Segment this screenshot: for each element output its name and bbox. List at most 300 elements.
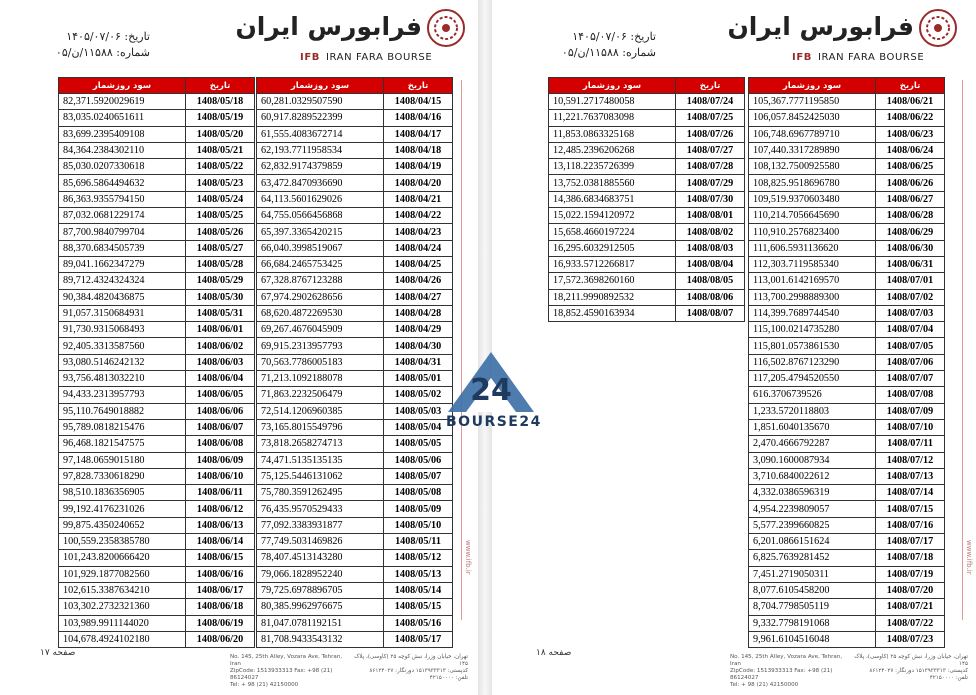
daily-profit-cell: 15,022.1594120972 [549,208,676,224]
daily-profit-cell: 113,001.6142169570 [749,273,876,289]
daily-profit-cell: 84,364.2384302110 [59,142,186,158]
date-cell: 1408/06/19 [186,615,255,631]
date-cell: 1408/05/18 [186,94,255,110]
table-row [549,256,745,272]
table-row [257,126,453,142]
date-cell: 1408/06/20 [186,631,255,647]
daily-profit-cell: 81,708.9433543132 [257,631,384,647]
daily-profit-cell: 94,433.2313957793 [59,387,186,403]
date-cell: 1408/07/17 [876,534,945,550]
daily-profit-cell: 78,407.4513143280 [257,550,384,566]
date-cell: 1408/05/08 [384,485,453,501]
table-row [59,240,255,256]
table-row [257,94,453,110]
daily-profit-cell: 82,371.5920029619 [59,94,186,110]
table-row [257,419,453,435]
daily-profit-cell: 73,165.8015549796 [257,419,384,435]
date-cell: 1408/06/22 [876,110,945,126]
date-cell: 1408/05/25 [186,208,255,224]
table-row [257,322,453,338]
table-row [59,452,255,468]
letter-date: تاریخ: ۱۴۰۵/۰۷/۰۶ [572,30,656,43]
table-row [59,126,255,142]
daily-profit-cell: 67,328.8767123288 [257,273,384,289]
table-row [549,159,745,175]
date-cell: 1408/04/15 [384,94,453,110]
date-cell: 1408/06/05 [186,387,255,403]
date-cell: 1408/07/03 [876,305,945,321]
daily-profit-cell: 8,704.7798505119 [749,599,876,615]
table-row [257,550,453,566]
date-cell: 1408/05/12 [384,550,453,566]
table-row [749,501,945,517]
date-cell: 1408/06/17 [186,582,255,598]
daily-profit-cell: 68,620.4872269530 [257,305,384,321]
ifb-emblem-icon [426,8,466,48]
date-cell: 1408/06/16 [186,566,255,582]
date-cell: 1408/05/06 [384,452,453,468]
logo-english-name [792,52,924,63]
date-cell: 1408/06/13 [186,517,255,533]
daily-profit-cell: 60,281.0329507590 [257,94,384,110]
daily-profit-cell: 61,555.4083672714 [257,126,384,142]
page-number: صفحه ۱۷ [40,648,76,658]
date-column-header: تاریخ [676,78,745,94]
date-cell: 1408/04/17 [384,126,453,142]
table-row [749,240,945,256]
table-row [257,436,453,452]
table-row [257,273,453,289]
table-row [59,582,255,598]
daily-profit-cell: 109,519.9370603480 [749,191,876,207]
daily-profit-cell: 5,577.2399660825 [749,517,876,533]
table-row [59,550,255,566]
date-cell: 1408/06/26 [876,175,945,191]
table-row [257,631,453,647]
date-cell: 1408/05/11 [384,534,453,550]
logo-mark: IFB [792,52,812,63]
daily-profit-cell: 103,302.2732321360 [59,599,186,615]
table-row [749,371,945,387]
date-cell: 1408/08/07 [676,305,745,321]
date-cell: 1408/05/19 [186,110,255,126]
daily-profit-cell: 76,435.9570529433 [257,501,384,517]
table-row [257,387,453,403]
daily-profit-cell: 14,386.6834683751 [549,191,676,207]
ifb-logo [235,6,470,70]
date-cell: 1408/07/16 [876,517,945,533]
date-cell: 1408/04/28 [384,305,453,321]
table-row [749,322,945,338]
table-row [257,305,453,321]
date-cell: 1408/05/09 [384,501,453,517]
daily-profit-cell: 85,030.0207330618 [59,159,186,175]
daily-profit-cell: 102,615.3387634210 [59,582,186,598]
daily-profit-cell: 13,752.0381885560 [549,175,676,191]
table-row [749,550,945,566]
date-cell: 1408/04/18 [384,142,453,158]
table-row [59,208,255,224]
date-cell: 1408/07/24 [676,94,745,110]
daily-profit-cell: 83,699.2395409108 [59,126,186,142]
date-cell: 1408/05/31 [186,305,255,321]
table-row [749,452,945,468]
date-cell: 1408/04/30 [384,338,453,354]
date-cell: 1408/06/10 [186,468,255,484]
daily-profit-cell: 616.3706739526 [749,387,876,403]
address-english [230,654,345,689]
date-cell: 1408/07/26 [676,126,745,142]
date-cell: 1408/07/11 [876,436,945,452]
table-row [549,240,745,256]
date-cell: 1408/05/02 [384,387,453,403]
daily-profit-cell: 79,066.1828952240 [257,566,384,582]
table-row [257,159,453,175]
ifb-emblem-icon [918,8,958,48]
date-cell: 1408/08/03 [676,240,745,256]
address-line: تلفن: ۴۲۱۵۰۰۰۰ [429,675,468,681]
daily-profit-cell: 115,100.0214735280 [749,322,876,338]
daily-profit-cell: 83,035.0240651611 [59,110,186,126]
daily-profit-cell: 79,725.6978896705 [257,582,384,598]
daily-profit-cell: 16,295.6032912505 [549,240,676,256]
value-column-header: سود روزشمار [549,78,676,94]
table-row [549,305,745,321]
date-cell: 1408/07/04 [876,322,945,338]
table-row [749,599,945,615]
table-row [257,354,453,370]
daily-profit-cell: 90,384.4820436875 [59,289,186,305]
date-cell: 1408/05/24 [186,191,255,207]
date-cell: 1408/06/21 [876,94,945,110]
date-cell: 1408/07/01 [876,273,945,289]
value-column-header: سود روزشمار [749,78,876,94]
table-row [59,142,255,158]
table-row [749,126,945,142]
daily-profit-cell: 108,825.9518696780 [749,175,876,191]
table-row [749,224,945,240]
table-row [59,94,255,110]
date-cell: 1408/06/08 [186,436,255,452]
daily-profit-cell: 3,090.1600087934 [749,452,876,468]
table-row [549,110,745,126]
table-row [749,631,945,647]
daily-profit-cell: 16,933.5712266817 [549,256,676,272]
table-row [257,256,453,272]
daily-profit-cell: 87,032.0681229174 [59,208,186,224]
date-cell: 1408/05/16 [384,615,453,631]
daily-profit-cell: 77,092.3383931877 [257,517,384,533]
table-row [749,289,945,305]
logo-english-text: IRAN FARA BOURSE [325,52,433,63]
daily-profit-cell: 72,514.1206960385 [257,403,384,419]
date-cell: 1408/05/03 [384,403,453,419]
table-row [257,485,453,501]
date-cell: 1408/05/07 [384,468,453,484]
date-cell: 1408/07/23 [876,631,945,647]
logo-mark: IFB [300,52,320,63]
logo-english-name [300,52,432,63]
date-cell: 1408/07/29 [676,175,745,191]
date-cell: 1408/07/18 [876,550,945,566]
table-row [549,191,745,207]
date-cell: 1408/06/24 [876,142,945,158]
table-row [59,224,255,240]
daily-profit-table-right-b [748,77,945,648]
website-text: www.ifb.ir [965,540,973,575]
date-cell: 1408/07/21 [876,599,945,615]
logo-persian-name: فرابورس ایران [727,12,914,41]
date-cell: 1408/05/29 [186,273,255,289]
date-cell: 1408/08/04 [676,256,745,272]
daily-profit-cell: 67,974.2902628656 [257,289,384,305]
date-cell: 1408/04/27 [384,289,453,305]
date-cell: 1408/06/27 [876,191,945,207]
daily-profit-cell: 93,080.5146242132 [59,354,186,370]
table-row [749,517,945,533]
daily-profit-cell: 74,471.5135135135 [257,452,384,468]
table-row [257,289,453,305]
date-column-header: تاریخ [186,78,255,94]
table-row [749,387,945,403]
daily-profit-cell: 86,363.9355794150 [59,191,186,207]
daily-profit-cell: 9,332.7798191068 [749,615,876,631]
table-row [59,501,255,517]
date-cell: 1408/07/30 [676,191,745,207]
daily-profit-cell: 110,214.7056645690 [749,208,876,224]
daily-profit-cell: 103,989.9911144020 [59,615,186,631]
daily-profit-cell: 96,468.1821547575 [59,436,186,452]
daily-profit-cell: 91,057.3150684931 [59,305,186,321]
date-cell: 1408/07/27 [676,142,745,158]
daily-profit-cell: 6,825.7639281452 [749,550,876,566]
table-row [749,142,945,158]
date-cell: 1408/05/27 [186,240,255,256]
table-row [749,419,945,435]
table-row [59,175,255,191]
daily-profit-cell: 7,451.2719050311 [749,566,876,582]
daily-profit-cell: 15,658.4660197224 [549,224,676,240]
table-row [749,615,945,631]
date-column-header: تاریخ [384,78,453,94]
address-english [730,654,845,689]
address-line: تهران، خیابان وزرا، نبش کوچه ۲۵ (کاوسی)، پلاک ۱۴۵ [354,654,468,667]
date-cell: 1408/06/14 [186,534,255,550]
daily-profit-cell: 99,875.4350240652 [59,517,186,533]
table-row [749,534,945,550]
table-row [59,387,255,403]
date-cell: 1408/04/23 [384,224,453,240]
watermark-text: BOURSE24 [446,414,542,430]
daily-profit-cell: 3,710.6840022612 [749,468,876,484]
date-cell: 1408/04/25 [384,256,453,272]
address-line: ZipCode: 1513933313 Fax: +98 (21) 86124027 [230,668,333,681]
date-cell: 1408/07/05 [876,338,945,354]
daily-profit-cell: 2,470.4666792287 [749,436,876,452]
table-row [257,240,453,256]
table-row [59,256,255,272]
date-cell: 1408/05/13 [384,566,453,582]
date-cell: 1408/07/13 [876,468,945,484]
date-cell: 1408/05/04 [384,419,453,435]
website-text: www.ifb.ir [464,540,472,575]
daily-profit-cell: 62,832.9174379859 [257,159,384,175]
date-cell: 1408/04/26 [384,273,453,289]
logo-english-text: IRAN FARA BOURSE [817,52,925,63]
daily-profit-cell: 87,700.9840799704 [59,224,186,240]
daily-profit-cell: 70,563.7786005183 [257,354,384,370]
address-line: ZipCode: 1513933313 Fax: +98 (21) 86124027 [730,668,833,681]
table-row [549,289,745,305]
date-cell: 1408/04/19 [384,159,453,175]
table-row [59,485,255,501]
date-cell: 1408/08/01 [676,208,745,224]
daily-profit-cell: 69,915.2313957793 [257,338,384,354]
date-cell: 1408/07/07 [876,371,945,387]
date-cell: 1408/04/22 [384,208,453,224]
table-row [749,273,945,289]
date-cell: 1408/07/22 [876,615,945,631]
table-row [257,599,453,615]
table-row [59,338,255,354]
table-row [749,468,945,484]
date-cell: 1408/05/22 [186,159,255,175]
daily-profit-cell: 117,205.4794520550 [749,371,876,387]
address-line: No. 145, 25th Alley, Vozara Ave, Tehran, Iran [230,654,343,667]
table-row [749,338,945,354]
table-row [749,566,945,582]
table-row [749,175,945,191]
date-cell: 1408/06/02 [186,338,255,354]
table-row [257,501,453,517]
table-row [749,94,945,110]
daily-profit-cell: 111,606.5931136620 [749,240,876,256]
daily-profit-cell: 105,367.7771195850 [749,94,876,110]
table-row [59,110,255,126]
daily-profit-cell: 106,057.8452425030 [749,110,876,126]
date-cell: 1408/06/28 [876,208,945,224]
date-cell: 1408/06/31 [876,256,945,272]
table-row [749,110,945,126]
left-page [0,0,478,695]
daily-profit-cell: 11,853.0863325168 [549,126,676,142]
table-row [59,273,255,289]
date-cell: 1408/04/16 [384,110,453,126]
date-cell: 1408/07/06 [876,354,945,370]
date-cell: 1408/08/06 [676,289,745,305]
daily-profit-cell: 93,756.4813032210 [59,371,186,387]
date-cell: 1408/05/14 [384,582,453,598]
table-row [749,485,945,501]
daily-profit-cell: 108,132.7500925580 [749,159,876,175]
bourse24-logo-icon [436,348,546,414]
daily-profit-cell: 98,510.1836356905 [59,485,186,501]
daily-profit-cell: 18,211.9990892532 [549,289,676,305]
address-line: کدپستی: ۱۵۱۳۹۳۳۳۱۳ دورنگار: ۸۶۱۲۴۰۲۷ [369,668,468,674]
table-row [59,566,255,582]
daily-profit-cell: 99,192.4176231026 [59,501,186,517]
table-row [257,403,453,419]
daily-profit-cell: 1,851.6040135670 [749,419,876,435]
daily-profit-cell: 66,684.2465753425 [257,256,384,272]
table-row [257,191,453,207]
daily-profit-table-left-b [256,77,453,648]
address-line: تلفن: ۴۲۱۵۰۰۰۰ [929,675,968,681]
table-row [59,289,255,305]
date-cell: 1408/06/01 [186,322,255,338]
page-number: صفحه ۱۸ [536,648,572,658]
date-cell: 1408/06/12 [186,501,255,517]
table-row [549,126,745,142]
daily-profit-cell: 71,863.2232506479 [257,387,384,403]
table-row [59,631,255,647]
date-cell: 1408/05/26 [186,224,255,240]
daily-profit-cell: 97,828.7330618290 [59,468,186,484]
watermark-mark: 24 [470,373,512,408]
logo-persian-name: فرابورس ایران [235,12,422,41]
table-row [257,110,453,126]
address-line: تهران، خیابان وزرا، نبش کوچه ۲۵ (کاوسی)، پلاک ۱۴۵ [854,654,968,667]
date-cell: 1408/04/24 [384,240,453,256]
daily-profit-table-right-a [548,77,745,322]
date-cell: 1408/05/17 [384,631,453,647]
date-cell: 1408/06/15 [186,550,255,566]
table-row [749,354,945,370]
daily-profit-cell: 63,472.8470936690 [257,175,384,191]
date-cell: 1408/06/03 [186,354,255,370]
table-row [59,468,255,484]
date-cell: 1408/05/28 [186,256,255,272]
table-row [257,615,453,631]
letter-date: تاریخ: ۱۴۰۵/۰۷/۰۶ [66,30,150,43]
daily-profit-cell: 92,405.3313587560 [59,338,186,354]
address-line: کدپستی: ۱۵۱۳۹۳۳۳۱۳ دورنگار: ۸۶۱۲۴۰۲۷ [869,668,968,674]
daily-profit-cell: 104,678.4924102180 [59,631,186,647]
daily-profit-cell: 65,397.3365420215 [257,224,384,240]
daily-profit-cell: 114,399.7689744540 [749,305,876,321]
daily-profit-cell: 18,852.4590163934 [549,305,676,321]
daily-profit-cell: 69,267.4676045909 [257,322,384,338]
date-cell: 1408/07/28 [676,159,745,175]
address-persian [850,654,968,682]
table-row [257,142,453,158]
daily-profit-cell: 106,748.6967789710 [749,126,876,142]
daily-profit-cell: 107,440.3317289890 [749,142,876,158]
table-row [549,142,745,158]
table-row [549,273,745,289]
date-cell: 1408/06/30 [876,240,945,256]
date-cell: 1408/05/20 [186,126,255,142]
table-row [749,403,945,419]
date-cell: 1408/07/02 [876,289,945,305]
table-row [257,534,453,550]
date-cell: 1408/06/04 [186,371,255,387]
daily-profit-cell: 71,213.1092188078 [257,371,384,387]
address-line: Tel: + 98 (21) 42150000 [730,682,799,688]
table-row [257,582,453,598]
table-row [59,599,255,615]
table-row [257,224,453,240]
daily-profit-cell: 64,755.0566456868 [257,208,384,224]
date-cell: 1408/07/15 [876,501,945,517]
date-cell: 1408/05/21 [186,142,255,158]
date-column-header: تاریخ [876,78,945,94]
daily-profit-cell: 97,148.0659015180 [59,452,186,468]
daily-profit-cell: 4,332.0386596319 [749,485,876,501]
table-row [749,582,945,598]
table-row [749,159,945,175]
date-cell: 1408/07/12 [876,452,945,468]
